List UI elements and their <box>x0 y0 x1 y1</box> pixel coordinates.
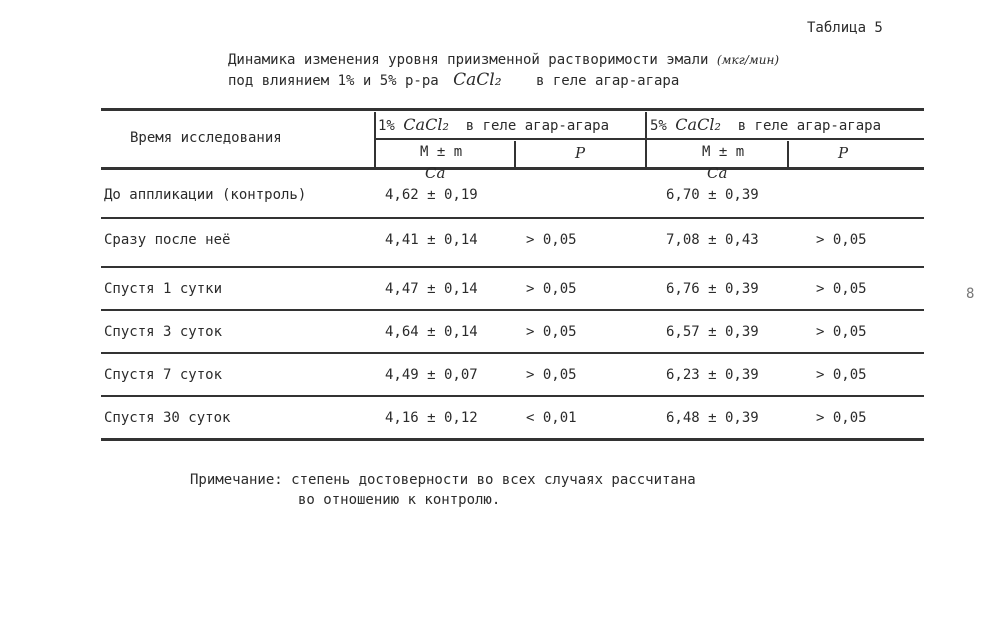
table-bottom-rule <box>101 438 924 441</box>
header-mean-1: M ± m <box>420 144 463 160</box>
row-value-2: 6,76 ± 0,39 <box>666 281 759 297</box>
header-p-1-label: P <box>575 144 586 162</box>
row-p-2: > 0,05 <box>816 410 867 426</box>
row-label: Спустя 30 суток <box>104 410 231 426</box>
row-rule <box>101 217 924 219</box>
row-label: Спустя 7 суток <box>104 367 223 383</box>
header-p-1 <box>575 144 585 162</box>
header-group-1-formula: CaCl₂ <box>403 115 449 134</box>
title-line-2 <box>228 70 779 91</box>
title-text: Динамика изменения уровня приизменной растворимости эмали <box>228 52 709 68</box>
row-value-1: 4,47 ± 0,14 <box>385 281 478 297</box>
row-p-1: > 0,05 <box>526 367 577 383</box>
margin-mark: 8 <box>966 286 975 302</box>
header-p-2 <box>838 144 848 162</box>
row-p-1: > 0,05 <box>526 324 577 340</box>
column-divider <box>645 112 647 168</box>
title-text-2: под влиянием 1% и 5% р-ра <box>228 73 439 89</box>
subscript-ca-1: Ca <box>425 164 446 182</box>
row-label: Спустя 1 сутки <box>104 281 223 297</box>
row-rule <box>101 352 924 354</box>
table-note <box>190 470 696 510</box>
note-line-1: Примечание: степень достоверности во всех случаях рассчитана <box>190 472 696 488</box>
column-divider <box>514 141 516 167</box>
table-title <box>228 50 779 91</box>
header-bottom-rule <box>101 167 924 170</box>
subscript-ca-2: Ca <box>707 164 728 182</box>
row-value-1: 4,49 ± 0,07 <box>385 367 478 383</box>
header-mean-2: M ± m <box>702 144 745 160</box>
header-mid-rule <box>375 138 924 140</box>
row-value-2: 7,08 ± 0,43 <box>666 232 759 248</box>
header-p-2-label: P <box>838 144 849 162</box>
header-group-1-pct: 1% <box>378 118 395 134</box>
row-p-2: > 0,05 <box>816 324 867 340</box>
title-formula: CaCl₂ <box>453 70 502 90</box>
title-line-1 <box>228 50 779 70</box>
row-value-2: 6,48 ± 0,39 <box>666 410 759 426</box>
column-divider <box>374 112 376 168</box>
row-p-2: > 0,05 <box>816 232 867 248</box>
header-group-1 <box>378 115 609 134</box>
note-line-2: во отношению к контролю. <box>298 492 501 508</box>
column-divider <box>787 141 789 167</box>
row-rule <box>101 395 924 397</box>
row-p-1: < 0,01 <box>526 410 577 426</box>
row-value-1: 4,62 ± 0,19 <box>385 187 478 203</box>
row-p-1: > 0,05 <box>526 232 577 248</box>
row-value-1: 4,64 ± 0,14 <box>385 324 478 340</box>
title-text-3: в геле агар-агара <box>536 73 680 89</box>
row-value-2: 6,23 ± 0,39 <box>666 367 759 383</box>
title-units: (мкг/мин) <box>716 53 780 67</box>
header-group-2-rest: в геле агар-агара <box>737 118 882 134</box>
row-p-2: > 0,05 <box>816 367 867 383</box>
row-p-2: > 0,05 <box>816 281 867 297</box>
table-number: Таблица 5 <box>807 20 883 36</box>
row-rule <box>101 309 924 311</box>
row-value-1: 4,16 ± 0,12 <box>385 410 478 426</box>
header-time: Время исследования <box>130 130 282 146</box>
row-value-2: 6,57 ± 0,39 <box>666 324 759 340</box>
row-label: До аппликации (контроль) <box>104 187 307 203</box>
row-value-2: 6,70 ± 0,39 <box>666 187 759 203</box>
header-group-2-pct: 5% <box>650 118 667 134</box>
row-label: Сразу после неё <box>104 232 231 248</box>
row-value-1: 4,41 ± 0,14 <box>385 232 478 248</box>
header-group-1-rest: в геле агар-агара <box>465 118 610 134</box>
row-label: Спустя 3 суток <box>104 324 223 340</box>
header-group-2 <box>650 115 881 134</box>
row-p-1: > 0,05 <box>526 281 577 297</box>
table-top-rule <box>101 108 924 111</box>
row-rule <box>101 266 924 268</box>
header-group-2-formula: CaCl₂ <box>675 115 721 134</box>
